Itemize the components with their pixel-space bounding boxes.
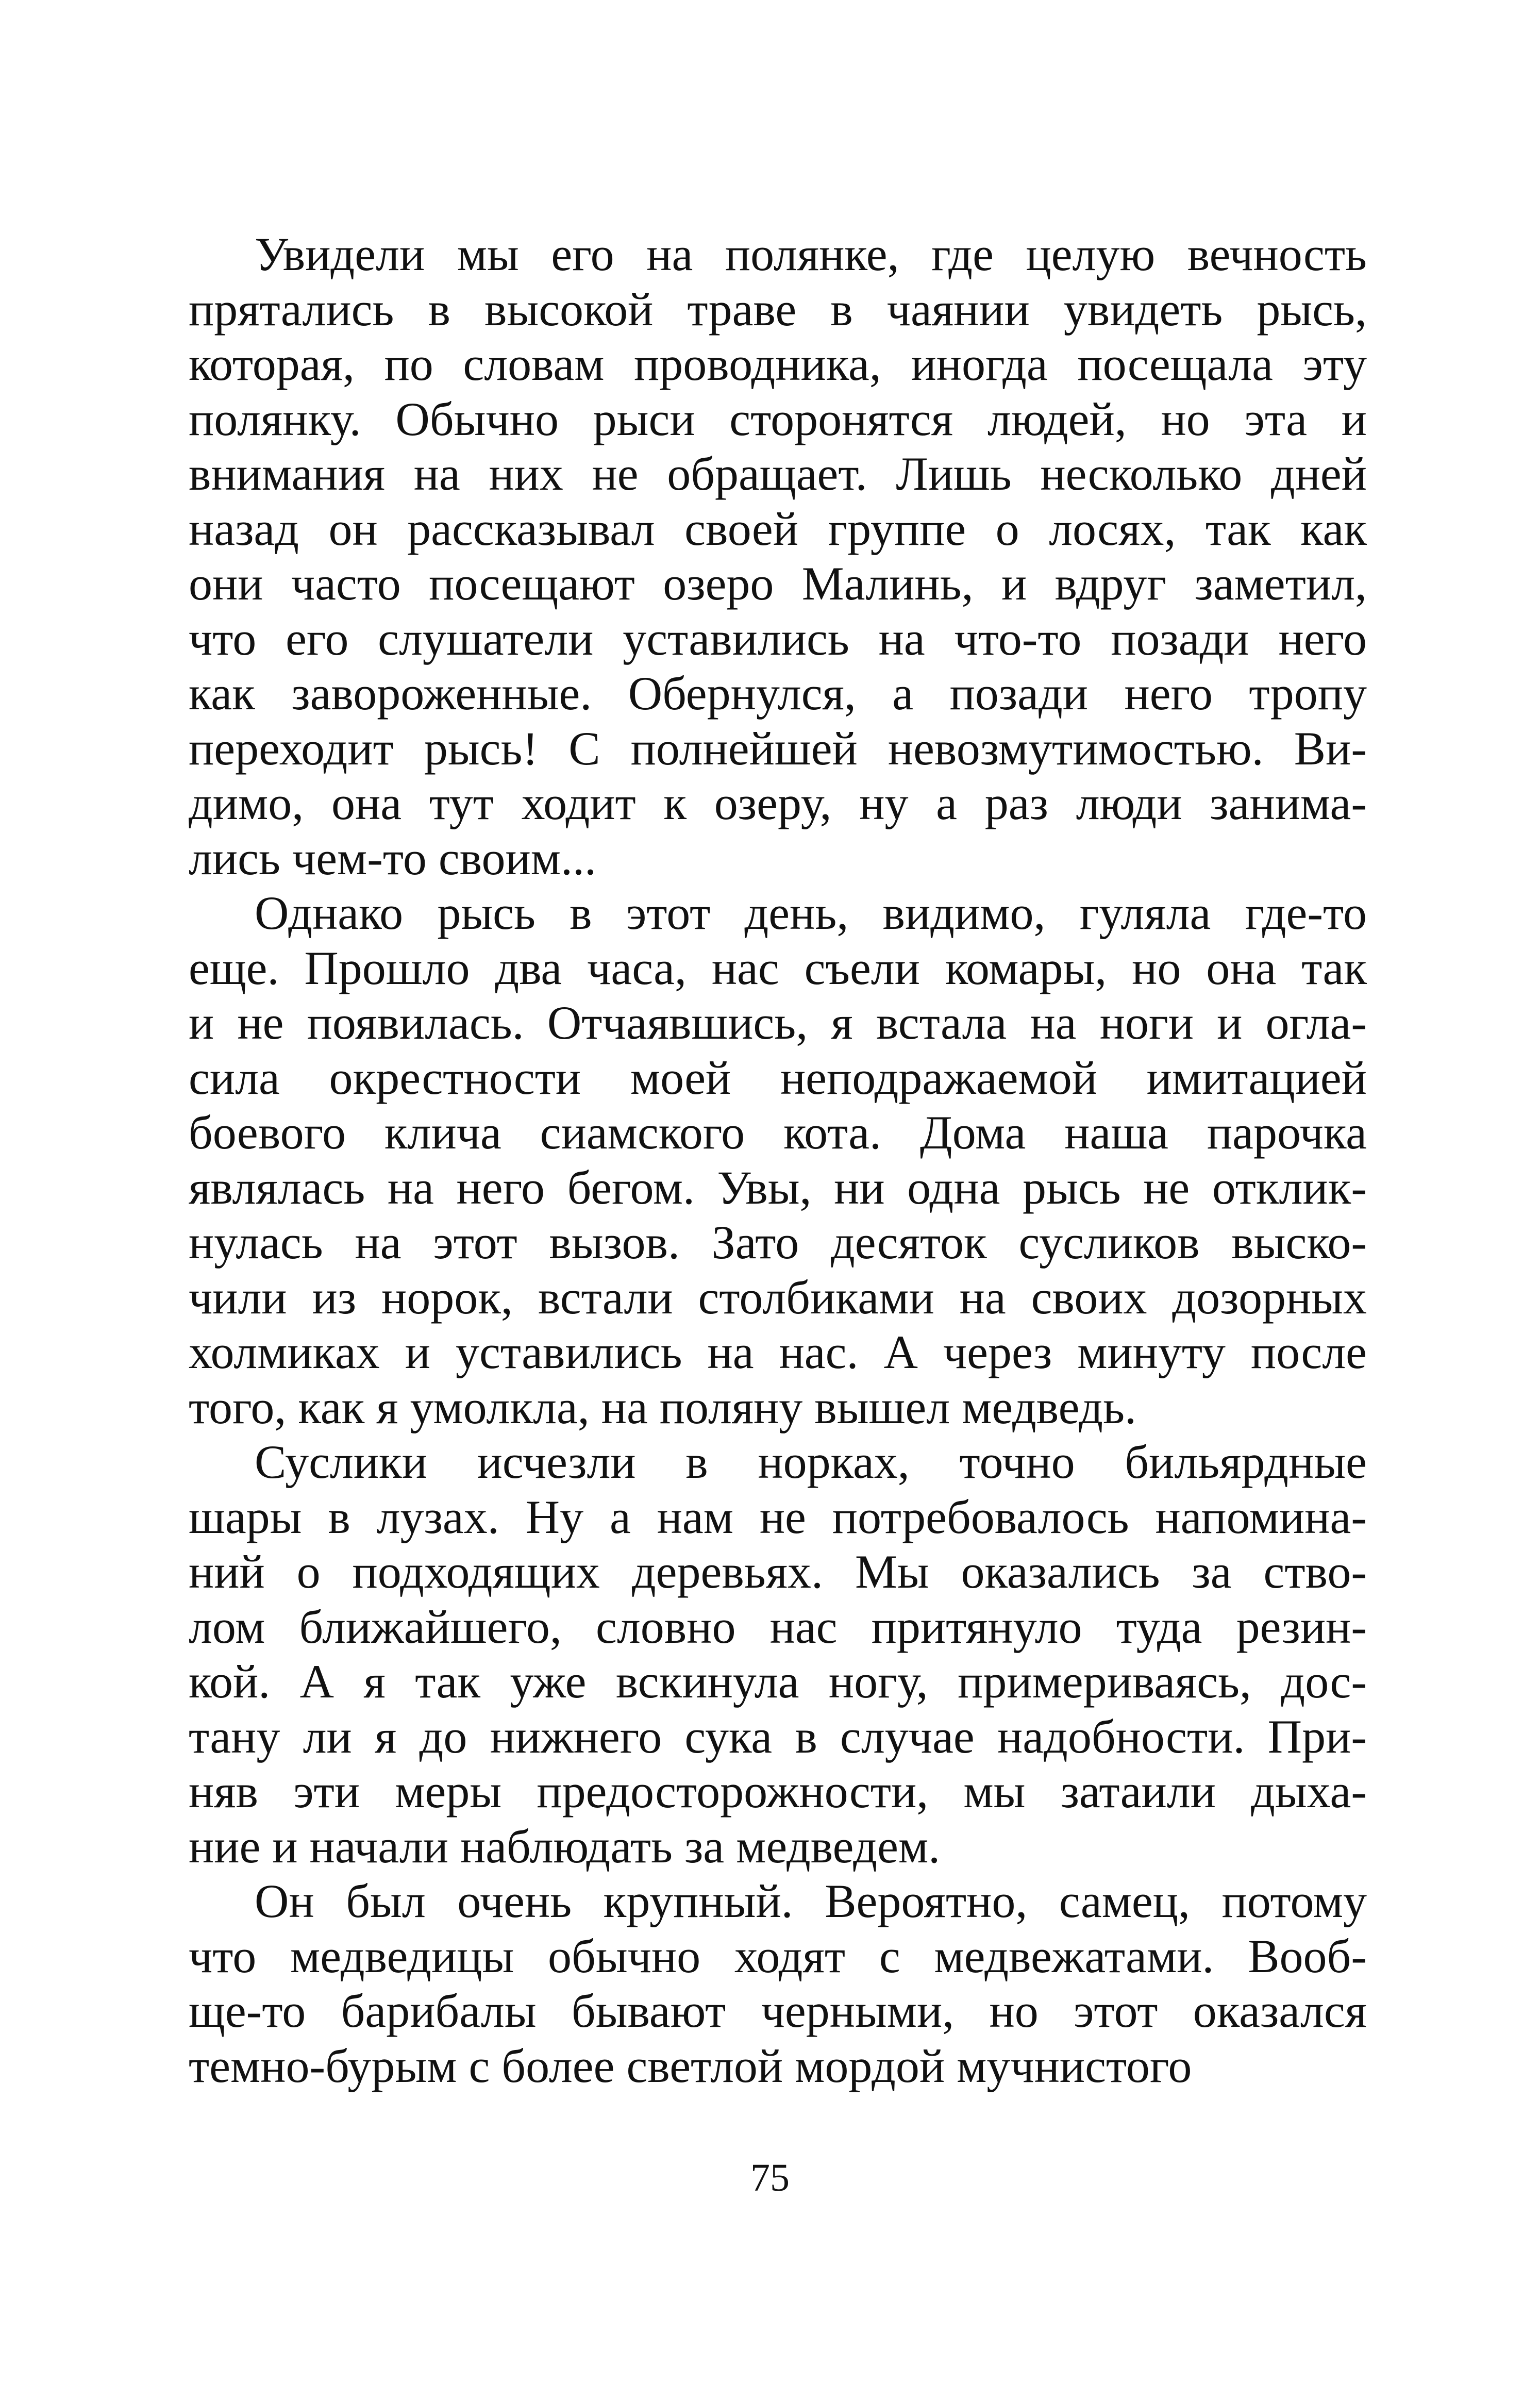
text-line: Увидели мы его на полянке, где целую вечность: [255, 228, 1367, 280]
text-line: димо, она тут ходит к озеру, ну а раз люди занима-: [189, 777, 1367, 829]
text-line: ще-то барибалы бывают черными, но этот оказался: [189, 1985, 1367, 2037]
body-text: [189, 227, 1367, 2093]
text-line: Суслики исчезли в норках, точно бильярдные: [255, 1436, 1367, 1488]
text-line: как завороженные. Обернулся, а позади него тропу: [189, 667, 1367, 720]
text-line: что медведицы обычно ходят с медвежатами. Вооб-: [189, 1929, 1367, 1982]
text-line: Он был очень крупный. Вероятно, самец, потому: [255, 1875, 1367, 1927]
text-line: сила окрестности моей неподражаемой имитацией: [189, 1051, 1367, 1104]
text-line: боевого клича сиамского кота. Дома наша парочка: [189, 1106, 1367, 1159]
text-line: того, как я умолкла, на поляну вышел медведь.: [189, 1380, 1137, 1434]
text-line: прятались в высокой траве в чаянии увидеть рысь,: [189, 282, 1367, 336]
text-line: шары в лузах. Ну а нам не потребовалось напомина-: [189, 1490, 1367, 1543]
text-line: кой. А я так уже вскинула ногу, примериваясь, дос-: [189, 1655, 1367, 1708]
text-line: назад он рассказывал своей группе о лосях, так как: [189, 502, 1367, 555]
text-line: переходит рысь! С полнейшей невозмутимостью. Ви-: [189, 722, 1367, 775]
text-line: внимания на них не обращает. Лишь несколько дней: [189, 447, 1367, 500]
text-line: которая, по словам проводника, иногда посещала эту: [189, 338, 1367, 390]
text-line: что его слушатели уставились на что-то позади него: [189, 612, 1367, 665]
text-line: холмиках и уставились на нас. А через минуту после: [189, 1326, 1367, 1378]
text-line: ний о подходящих деревьях. Мы оказались за ство-: [189, 1545, 1367, 1598]
text-line: являлась на него бегом. Увы, ни одна рысь не отклик-: [189, 1161, 1367, 1214]
text-line: полянку. Обычно рыси сторонятся людей, но эта и: [189, 392, 1367, 445]
text-line: чили из норок, встали столбиками на своих дозорных: [189, 1271, 1367, 1324]
text-line: Однако рысь в этот день, видимо, гуляла где-то: [255, 887, 1367, 939]
page-number: 75: [750, 2156, 790, 2199]
text-line: нулась на этот вызов. Зато десяток сусликов выско-: [189, 1216, 1367, 1269]
text-line: лись чем-то своим...: [189, 831, 596, 885]
text-line: ние и начали наблюдать за медведем.: [189, 1820, 941, 1873]
text-line: еще. Прошло два часа, нас съели комары, но она так: [189, 941, 1367, 994]
text-line: они часто посещают озеро Малинь, и вдруг заметил,: [189, 557, 1367, 610]
text-line: темно-бурым с более светлой мордой мучнистого: [189, 2039, 1192, 2092]
text-line: тану ли я до нижнего сука в случае надобности. При-: [189, 1710, 1367, 1763]
text-line: и не появилась. Отчаявшись, я встала на ноги и огла-: [189, 996, 1367, 1049]
text-line: няв эти меры предосторожности, мы затаили дыха-: [189, 1765, 1367, 1818]
text-line: лом ближайшего, словно нас притянуло туда резин-: [189, 1600, 1367, 1653]
